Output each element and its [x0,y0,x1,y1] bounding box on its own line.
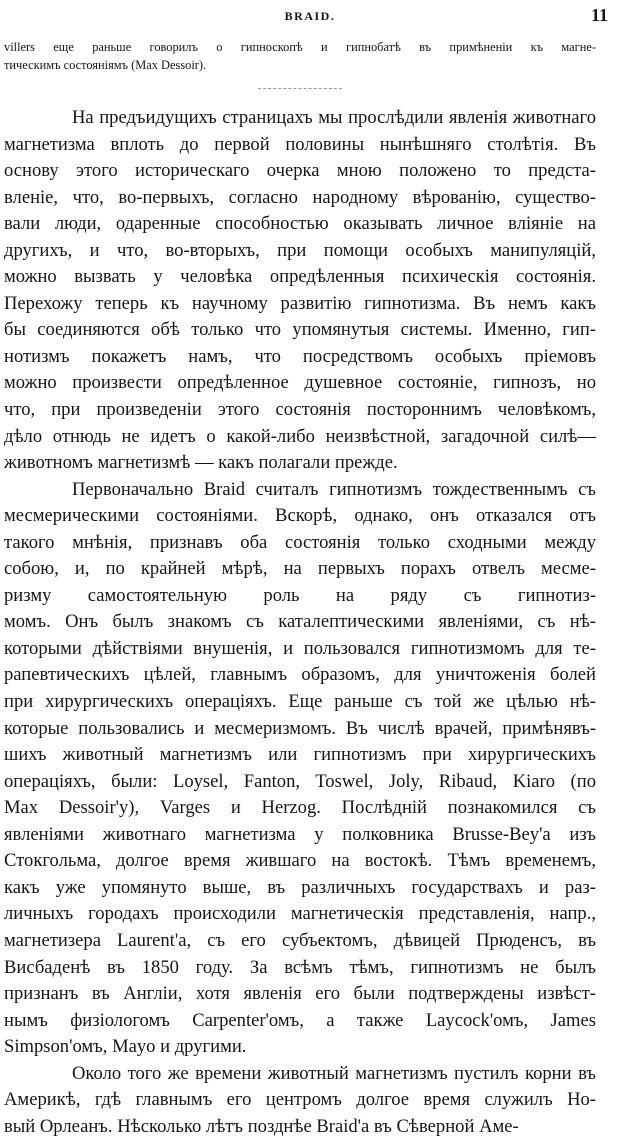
text-line: нымъ физіологомъ Carpenter'омъ, а также Laycock'омъ, James [4,1009,596,1031]
text-line: нотизмъ покажетъ намъ, что посредствомъ особыхъ пріемовъ [4,345,596,367]
text-line: при хирургическихъ операціяхъ. Еще раньше съ той же цѣлью нѣ- [4,691,596,713]
text-line: шихъ животный магнетизмъ или гипнотизмъ при хирургическихъ [4,744,596,766]
text-line: такого мнѣнія, признавъ оба состоянія только сходными между [4,531,596,553]
footnote-separator [258,88,342,89]
footnote [4,38,596,74]
text-line: Около того же времени животный магнетизмъ пустилъ корни въ [72,1062,596,1084]
text-line: дѣло отнюдь не идетъ о какой-либо неизвѣстной, загадочной силѣ— [4,425,596,447]
text-line: ризму самостоятельную роль на ряду съ гипнотиз- [4,584,596,606]
text-line: которыми дѣйствіями внушенія, и пользовался гипнотизмомъ для те- [4,637,596,659]
text-line: признанъ въ Англіи, хотя явленія его были подтверждены извѣст- [4,983,596,1005]
text-line: Simpson'омъ, Mayo и другими. [4,1036,247,1058]
text-line: личныхъ городахъ происходили магнетическія представленія, напр., [4,903,596,925]
text-line: можно произвести опредѣленное душевное состояніе, гипнозъ, но [4,372,596,394]
text-line: Max Dessoir'у), Varges и Herzog. Послѣдній познакомился съ [4,797,596,819]
text-line: вленіе, что, во-первыхъ, согласно народному вѣрованію, существо- [4,186,596,208]
running-title: BRAID. [284,9,336,23]
text-line: основу этого историческаго очерка мною положено то предста- [4,160,596,182]
text-line: операціяхъ, были: Loysel, Fanton, Toswel, Joly, Ribaud, Kiaro (по [4,770,596,792]
body-text [4,105,596,1140]
text-line: рапевтическихъ цѣлей, главнымъ образомъ, для уничтоженія болей [4,664,596,686]
text-line: На предъидущихъ страницахъ мы прослѣдили явленія животнаго [72,107,596,128]
text-line: собою, и, по крайней мѣрѣ, на первыхъ порахъ отвелъ месме- [4,558,596,580]
text-line: вый Орлеанъ. Нѣсколько лѣтъ позднѣе Braid'а въ Сѣверной Аме- [4,1115,519,1137]
page-number: 11 [590,5,608,25]
text-line: бы соединяются обѣ только что упомянутыя системы. Именно, гип- [4,319,596,341]
text-line: магнетизма вплоть до первой половины нынѣшняго столѣтія. Въ [4,133,596,155]
text-line: которые пользовались и месмеризмомъ. Въ числѣ врачей, примѣнявъ- [4,717,596,739]
text-line: другихъ, и что, во-вторыхъ, при помощи особыхъ манипуляцій, [4,239,596,261]
paragraph [4,105,596,477]
text-line: Стокгольма, долгое время жившаго на востокѣ. Тѣмъ временемъ, [4,850,596,872]
text-line: момъ. Онъ былъ знакомъ съ каталептическими явленіями, съ нѣ- [4,611,596,633]
text-line: явленіями животнаго магнетизма у полковника Brusse-Bey'а изъ [4,823,596,845]
text-line: Перехожу теперь къ научному развитію гипнотизма. Въ немъ какъ [4,292,596,314]
paragraph [4,477,596,1061]
text-line: Висбаденѣ въ 1850 году. За всѣмъ тѣмъ, гипнотизмъ не былъ [4,956,596,978]
text-line: какъ уже упомянуто выше, въ различныхъ государствахъ и раз- [4,876,596,898]
footnote-line: villers еще раньше говорилъ о гипноскопѣ и гипнобатѣ въ примѣненіи къ магне- [4,40,596,54]
text-line: Америкѣ, гдѣ главнымъ его центромъ долгое время служилъ Но- [4,1089,596,1111]
running-header [0,5,620,27]
text-line: Первоначально Braid считалъ гипнотизмъ тождественнымъ съ [72,478,596,500]
paragraph [4,1061,596,1140]
text-line: месмерическими состояніями. Вскорѣ, однако, онъ отказался отъ [4,505,596,527]
footnote-line: тическимъ состояніямъ (Max Dessoir). [4,58,207,72]
text-line: магнетизера Laurent'а, съ его субъектомъ, дѣвицей Прюденсъ, въ [4,929,596,951]
text-line: животномъ магнетизмѣ — какъ полагали прежде. [4,452,398,474]
text-line: что, при произведеніи этого состоянія постороннимъ человѣкомъ, [4,399,596,421]
text-line: вали люди, одаренные способностью оказывать личное вліяніе на [4,213,596,235]
text-line: можно вызвать у человѣка опредѣленныя психическія состоянія. [4,266,596,288]
